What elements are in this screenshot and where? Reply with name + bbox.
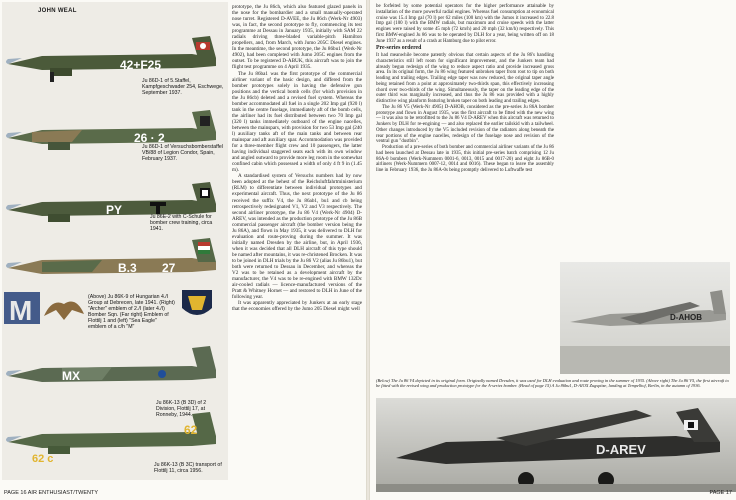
svg-text:M: M	[9, 295, 33, 324]
flottilj-emblem	[180, 288, 214, 322]
aircraft-profile-4	[2, 234, 228, 294]
left-paragraph-4: It was apparently appreciated by Junkers at an early stage that the economies offered by the Jumo 205 Diesel might well	[232, 300, 362, 313]
right-paragraph-4: Production of a pre-series of both bomber and commercial airliner variants of the Ju 86 had been launched at Dessau late in 1935, this initial pre-series batch comprising 12 Ju 86A-0 bombers (Werk-Nummern 0001-6, 0013, 0015 and 0017-20) and eight Ju 86B-0 airliners (Werk-Nummern 0007-12, 0014 and 0016). These began to leave the assembly line in February 1936, the Ju 86A-0s being promptly delivered to Luftwaffe test	[376, 145, 554, 173]
left-body-column	[232, 4, 362, 474]
right-page	[370, 0, 736, 500]
right-body-column	[376, 4, 554, 306]
caption-3: Ju 86E-2 with C-Schule for bomber crew training, circa 1941.	[150, 214, 213, 233]
photo-registration-upper: D-AHOB	[670, 313, 702, 322]
photo-ju86-v4	[376, 398, 736, 492]
m-emblem	[4, 292, 40, 324]
aircraft-profile-5	[2, 342, 228, 402]
svg-text:B.3: B.3	[118, 261, 137, 275]
caption-6: Ju 86K-13 (B 3C) transport of Flottilj 11, circa 1956.	[154, 462, 222, 475]
svg-text:62: 62	[184, 423, 198, 437]
sea-eagle-emblem	[42, 294, 86, 322]
left-page	[0, 0, 366, 500]
caption-2: Ju 86D-1 of Versuchsbomberstaffel VB/88 of Legion Condor, Spain, February 1937.	[142, 144, 223, 163]
right-paragraph-3: The Ju 86 V5 (Werk-Nr 4905) D-AHOB, considered as the pre-series Ju 86A bomber prototype and flown in August 1935, was the first aircraft to be fitted with the new wing — it was also to be retrofitted to the Ju 86 V4 D-AREV when this aircraft was returned to Junkers by DLH for re-engining — and also replaced the earlier tailskid with a tailwheel. Other changes introduced by the V5 included revision of the radiators along beneath the rear portions of the engine nacelles, redesign of the fuselage nose and revision of the ventral gun "dustbin".	[376, 104, 554, 145]
aircraft-profile-6	[2, 410, 228, 470]
right-paragraph-2: It had meanwhile become patently obvious that certain aspects of the Ju 86's handling characteristics still left room for significant improvement, and the Junkers team had already begun redesign of the wing to reduce aspect ratio and provide increased gross area. In its original form, the Ju 86 wing featured unbroken taper from root to tip on both leading and trailing edges. Trailing edge taper was now reduced, the original taper angle being retained from a point at approximately two-thirds span, this effectively increasing chord over two-thirds of the wing. Simultaneously, the taper on the leading edge of the outer third was marginally increased, and thus the Ju 86 was provided with a highly distinctive wing planform featuring broken taper on both leading and trailing edges.	[376, 53, 554, 104]
left-paragraph-3: A standardised system of Versuchs numbers had by now been adopted at the behest of the Reichsluftfahrtministerium (RLM) to differentiate between individual prototypes and experimental aircraft. Thus, the next prototype of the Ju 86 received the suffix V4, the Ju 86ab1, bu1 and cb being retrospectively redesignated V1, V2 and V3 respectively. The second airliner prototype, the Ju 86 V4 (Werk-Nr 4904) D-AREV, was intended as the production prototype of the Ju 86B commercial passenger aircraft (the bomber version being the Ju 86A), and flown in May 1935, it was delivered to DLH for evaluation and route-proving during the summer. It was initially named Dresden by the airline, but, in April 1936, when it was decided that all DLH aircraft of this type should be named after mountains, it was re-christened Brocken. It was to be joined in DLH trials by the Ju 86 V2 (alias Ju 86bu1), but both were returned to Dessau in December, and whereas the V2 was to be retained as a development aircraft by the manufacturer, the V4 was to be re-engined with BMW 132Dc air-cooled radials — licence-manufactured versions of the Pratt & Whitney Hornet — and restored to DLH in June of the following year.	[232, 173, 362, 301]
svg-text:MX: MX	[62, 369, 80, 383]
section-heading: Pre-series ordered	[376, 45, 422, 52]
caption-1: Ju 86D-1 of 5.Staffel, Kampfgeschwader 254, Eschwege, September 1937.	[142, 78, 224, 97]
right-paragraph-1: be forfeited by some potential operators for the higher performance attainable by installation of the more powerful radial engines. Whereas fuel consumption at economical cruise was 15.4 Imp gal (70 l) per 62 miles (100 km) with the Jumos it increased to 22.8 Imp gal (100 l) with the BMW radials, but maximum and cruise speeds with the latter engines were raised by some 45 mph (72 km/h) and 20 mph (32 km/h) respectively. This first BMW-engined Ju 86 was to be operated by DLH for a year, being written off on 18 June 1937 as a result of a crash at Hamburg due to pilot error.	[376, 4, 554, 44]
caption-5: Ju 86K-13 (B 3D) of 2 Division, Flottilj 17, at Ronneby, 1944.	[156, 400, 207, 419]
photo-registration-lower: D-AREV	[596, 442, 646, 457]
svg-text:PY: PY	[106, 203, 123, 217]
right-folio: PAGE 17	[709, 490, 732, 496]
aircraft-profile-column	[2, 2, 228, 480]
svg-text:62 c: 62 c	[32, 453, 54, 465]
svg-text:27: 27	[162, 261, 176, 275]
marking-1: 42+F25	[120, 58, 162, 72]
photo-caption: (Below) The Ju 86 V4 depicted in its original form. Originally named Dresden, it was used for DLH evaluation and route proving in the summer of 1935. (Above right) The Ju 86 V5, the first aircraft to be fitted with the revised wing and production prototype for the A-series bomber. (Head of page 15) A Ju 86bu1, D-AIOX Zugspitze, landing at Tempelhof, Berlin, in the autumn of 1936.	[376, 378, 729, 389]
artist-credit: JOHN WEAL	[38, 8, 77, 14]
left-paragraph-1: prototype, the Ju 86ch, which also featured glazed panels in the nose for the bombardier and a small manually-operated nose turret. Registered D-AVEE, the Ju 86ch (Werk-Nr 4903) was, in fact, the second prototype to fly, commencing its test programme at Dessau in January 1935, initially with SAM 22 radials driving three-bladed variable-pitch Hamilton propellers, and, from March, with Jumo 205C Diesel engines. In the meantime, the second prototype, the Ju 86bu1 (Werk-Nr 4902), had been completed with Jumo 205C engines from the outset. To be registered D-ABUK, this aircraft was to join the flight test programme on 4 April 1935.	[232, 4, 362, 71]
photo-ju86-v5	[560, 262, 730, 374]
left-paragraph-2: The Ju 86ba1 was the first prototype of the commercial airliner variant of the basic design, and differed from the bomber prototypes solely in having the defensive gun positions and the vertical bomb cells (for which provision in the Ju 86cb) deleted and a revised fuel system. Whereas the bomber accommodated all fuel in a single 202 Imp gal (920 l) tank in the centre fuselage, immediately aft of the bomb cells, the airliner had its fuel distributed between two 70 Imp gal (320 l) tanks immediately outboard of the engine nacelles, between the mainspars, with provision for two 53 Imp gal (240 l) auxiliary tanks aft of the main tanks and between rear mainspar and aft auxiliary spar. Accommodation was provided for a three-member flight crew and 10 passengers, the latter having individual staggered seats each with its own window and angled outward to provide more leg room in the somewhat confined cabin which possessed a width of only 4 ft 9 in (1.45 m).	[232, 70, 362, 174]
left-folio: PAGE 16 AIR ENTHUSIAST/TWENTY	[4, 490, 99, 496]
svg-text:26 · 2: 26 · 2	[134, 131, 165, 145]
caption-4: (Above) Ju 86K-9 of Hungarian 4./I Group at Debrecen, late 1941. (Right) "Archer" emblem of 2./I (later 4./I) Bomber Sqn. (Far right) Emblem of Flottilj 1 and (left) "Sea Eagle" emblem of a c/h "M"	[88, 294, 175, 331]
